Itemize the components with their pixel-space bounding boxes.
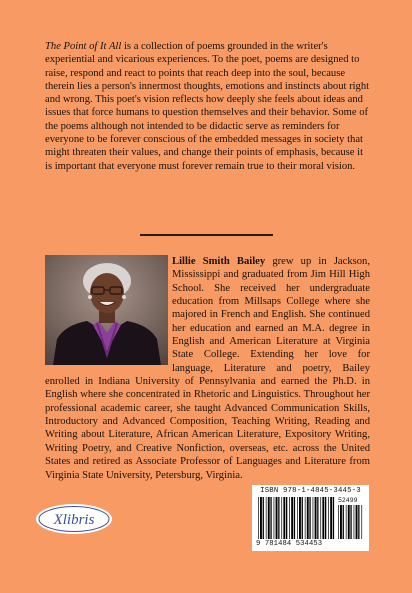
barcode-bar [270,497,271,539]
barcode-bar [263,497,264,539]
photo-space [45,255,172,365]
barcode-bar [361,505,362,539]
barcode-bar [299,497,301,539]
author-bio-text: grew up in Jackson, Mississippi and graduated from Jim Hill High School. She received her undergraduate education from Millsaps College where she majored in French and English. She continued her education and earned an M.A. degree in English and American Literature at Virginia State College. Extending her love for language, Literature and poetry, Bailey enrolled in Indiana University of Pennsylvania and earned the Ph.D. in English where she concentrated in Rhetoric and Linguistics. Throughout her professional academic career, she taught Advanced Communication Skills, Introductory and Advanced Composition, Teaching Writing, Reading and Writing about Literature, African American Literature, Expository Writing, Writing Poetry, and Creative Nonfiction, overseas, etc. across the United States and retired as Associate Professor of Languages and Literature from Virginia State University, Petersburg, Virginia. [45,256,371,481]
barcode-bar [338,505,339,539]
barcode-bar [356,505,358,539]
barcode-bar [283,497,285,539]
barcode-bar [320,497,321,539]
barcode-bar [297,497,298,539]
blurb-text: is a collection of poems grounded in the writer's experiential and vicarious experiences. To the poet, poems are designed to raise, respond and react to points that reach deep into the soul, because therein lies a person's innermost thoughts, emotions and instincts about right and wrong. This poet's vision reflects how deeply she feels about ideas and issues that force humans to question themselves and their behavior. Some of the poems although not intended to be didactic serve as reminders for everyone to be forever conscious of the embedded messages in society that might threaten their values, and change their points of emphasis, because it is important that everyone must forever remain true to their moral vision. [45,41,370,172]
barcode-bar [294,497,295,539]
barcode-bar [330,497,332,539]
price-addon-number: 52499 [338,497,358,504]
barcode-bar [350,505,351,539]
barcode-bar [346,505,347,539]
barcode-bar [333,497,334,539]
barcode-bar [348,505,350,539]
barcode-bar [328,497,329,539]
barcode-bar [317,497,318,539]
barcode-bar [313,497,314,539]
barcode-bar [343,505,344,539]
barcode-bar [286,497,287,539]
addon-barcode-bars [338,505,364,539]
barcode-bar [325,497,326,539]
barcode-bar [322,497,324,539]
barcode-bar [302,497,303,539]
back-cover-blurb [45,40,370,173]
logo-text: Xlibris [53,512,95,528]
barcode-bar [291,497,293,539]
barcode-bar [305,497,306,539]
divider [140,234,273,236]
author-name: Lillie Smith Bailey [172,256,266,267]
barcode-bar [309,497,310,539]
barcode-bar [354,505,355,539]
author-bio [45,255,370,482]
book-title: The Point of It All [45,41,122,52]
barcode-bar [289,497,290,539]
barcode-bar [266,497,267,539]
isbn-text: ISBN 978-1-4845-3445-3 [260,487,361,495]
xlibris-logo [35,503,113,535]
barcode-bar [276,497,278,539]
barcode-bar [278,497,279,539]
barcode-bar [307,497,309,539]
barcode-bar [258,497,259,539]
ean-text: 9 781484 534453 [256,540,323,548]
barcode [252,485,369,551]
barcode-bar [315,497,317,539]
barcode-bar [268,497,270,539]
barcode-bar [274,497,275,539]
barcode-bar [358,505,359,539]
barcode-bar [260,497,262,539]
ean-barcode-bars [258,497,336,539]
barcode-bar [281,497,282,539]
barcode-bar [340,505,342,539]
